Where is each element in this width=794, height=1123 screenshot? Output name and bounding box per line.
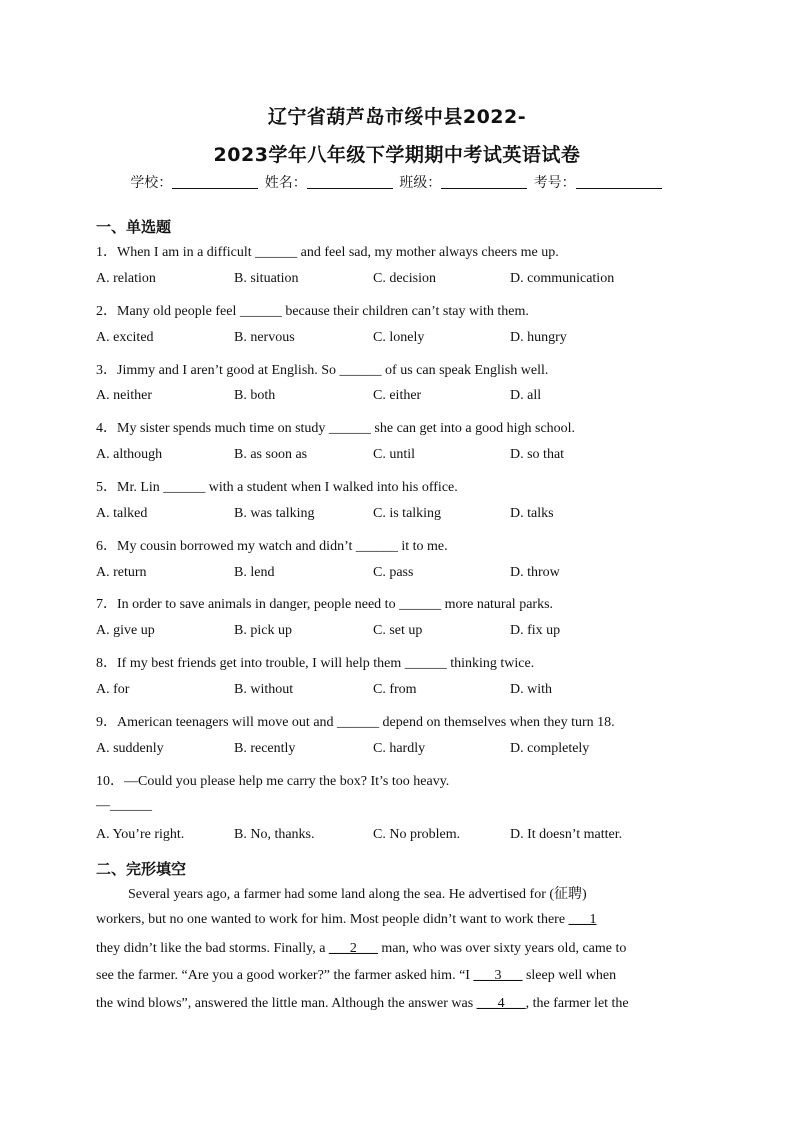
option-b[interactable]: B. situation — [234, 271, 299, 286]
cloze-text: sleep well when — [522, 968, 617, 983]
school-label: 学校： — [130, 175, 173, 191]
option-d[interactable]: D. talks — [510, 506, 554, 521]
option-d[interactable]: D. hungry — [510, 330, 567, 345]
cloze-text: the wind blows”, answered the little man. Although the answer was — [96, 996, 477, 1011]
student-info-fields — [0, 172, 794, 192]
option-b[interactable]: B. recently — [234, 741, 296, 756]
options-6 — [96, 565, 716, 583]
option-c[interactable]: C. pass — [373, 565, 414, 580]
section-heading-single-choice: 一、单选题 — [96, 218, 172, 236]
cloze-text: , the farmer let the — [525, 996, 629, 1011]
option-d[interactable]: D. fix up — [510, 623, 561, 638]
options-4 — [96, 447, 716, 465]
exam-number-blank[interactable] — [576, 174, 662, 189]
options-8 — [96, 682, 716, 700]
school-blank[interactable] — [172, 174, 258, 189]
option-a[interactable]: A. neither — [96, 388, 152, 403]
options-5 — [96, 506, 716, 524]
exam-number-label: 考号： — [533, 175, 576, 191]
question-5: 5．Mr. Lin ______ with a student when I walked into his office. — [96, 480, 458, 495]
option-c[interactable]: C. lonely — [373, 330, 425, 345]
option-a[interactable]: A. suddenly — [96, 741, 164, 756]
question-3: 3．Jimmy and I aren’t good at English. So ______ of us can speak English well. — [96, 363, 549, 378]
cloze-line-5 — [96, 996, 696, 1012]
question-4: 4．My sister spends much time on study ______ she can get into a good high school. — [96, 421, 576, 436]
cloze-blank-1[interactable]: ___1 — [568, 912, 597, 927]
question-7: 7．In order to save animals in danger, people need to ______ more natural parks. — [96, 597, 554, 612]
options-3 — [96, 388, 716, 406]
option-a[interactable]: A. although — [96, 447, 163, 462]
cloze-blank-2[interactable]: ___2___ — [328, 941, 378, 956]
option-a[interactable]: A. relation — [96, 271, 156, 286]
option-a[interactable]: A. give up — [96, 623, 155, 638]
question-6: 6．My cousin borrowed my watch and didn’t ______ it to me. — [96, 539, 448, 554]
option-c[interactable]: C. decision — [373, 271, 436, 286]
option-d[interactable]: D. completely — [510, 741, 590, 756]
question-2: 2．Many old people feel ______ because their children can’t stay with them. — [96, 304, 529, 319]
question-8: 8．If my best friends get into trouble, I will help them ______ thinking twice. — [96, 656, 535, 671]
option-d[interactable]: D. It doesn’t matter. — [510, 827, 623, 842]
option-c[interactable]: C. is talking — [373, 506, 442, 521]
question-10-reply: —______ — [96, 798, 152, 813]
option-a[interactable]: A. talked — [96, 506, 148, 521]
option-b[interactable]: B. pick up — [234, 623, 292, 638]
option-a[interactable]: A. for — [96, 682, 130, 697]
option-b[interactable]: B. as soon as — [234, 447, 308, 462]
option-d[interactable]: D. throw — [510, 565, 560, 580]
option-b[interactable]: B. was talking — [234, 506, 315, 521]
cloze-line-1 — [128, 883, 696, 903]
option-d[interactable]: D. so that — [510, 447, 565, 462]
cloze-text: see the farmer. “Are you a good worker?” the farmer asked him. “I — [96, 968, 474, 983]
option-a[interactable]: A. excited — [96, 330, 154, 345]
options-2 — [96, 330, 716, 348]
option-b[interactable]: B. both — [234, 388, 276, 403]
option-a[interactable]: A. You’re right. — [96, 827, 185, 842]
class-blank[interactable] — [441, 174, 527, 189]
name-label: 姓名： — [264, 175, 307, 191]
options-7 — [96, 623, 716, 641]
options-10 — [96, 827, 716, 845]
cloze-line-3 — [96, 941, 696, 957]
class-label: 班级： — [399, 175, 442, 191]
options-1 — [96, 271, 716, 289]
cloze-text: man, who was over sixty years old, came to — [377, 941, 627, 956]
exam-title-line2: 2023学年八年级下学期期中考试英语试卷 — [213, 144, 581, 166]
cloze-text: Several years ago, a farmer had some land along the sea. He advertised for (征聘) — [128, 887, 587, 902]
option-c[interactable]: C. hardly — [373, 741, 426, 756]
option-d[interactable]: D. with — [510, 682, 552, 697]
cloze-line-4 — [96, 968, 696, 984]
cloze-line-2 — [96, 912, 696, 928]
option-d[interactable]: D. all — [510, 388, 542, 403]
cloze-text: they didn’t like the bad storms. Finally, a — [96, 941, 329, 956]
exam-title-line1: 辽宁省葫芦岛市绥中县2022- — [267, 106, 527, 128]
option-c[interactable]: C. from — [373, 682, 417, 697]
option-c[interactable]: C. set up — [373, 623, 423, 638]
option-b[interactable]: B. without — [234, 682, 294, 697]
name-blank[interactable] — [307, 174, 393, 189]
cloze-blank-4[interactable]: ___4___ — [476, 996, 526, 1011]
cloze-blank-3[interactable]: ___3___ — [473, 968, 523, 983]
cloze-text: workers, but no one wanted to work for him. Most people didn’t want to work there — [96, 912, 569, 927]
options-9 — [96, 741, 716, 759]
option-c[interactable]: C. No problem. — [373, 827, 461, 842]
option-b[interactable]: B. No, thanks. — [234, 827, 315, 842]
option-c[interactable]: C. either — [373, 388, 422, 403]
option-b[interactable]: B. lend — [234, 565, 275, 580]
question-9: 9．American teenagers will move out and ______ depend on themselves when they turn 18. — [96, 715, 615, 730]
option-b[interactable]: B. nervous — [234, 330, 295, 345]
option-d[interactable]: D. communication — [510, 271, 615, 286]
question-10: 10．—Could you please help me carry the box? It’s too heavy. — [96, 774, 450, 789]
option-c[interactable]: C. until — [373, 447, 416, 462]
option-a[interactable]: A. return — [96, 565, 147, 580]
section-heading-cloze: 二、完形填空 — [96, 860, 187, 878]
question-1: 1．When I am in a difficult ______ and feel sad, my mother always cheers me up. — [96, 245, 559, 260]
